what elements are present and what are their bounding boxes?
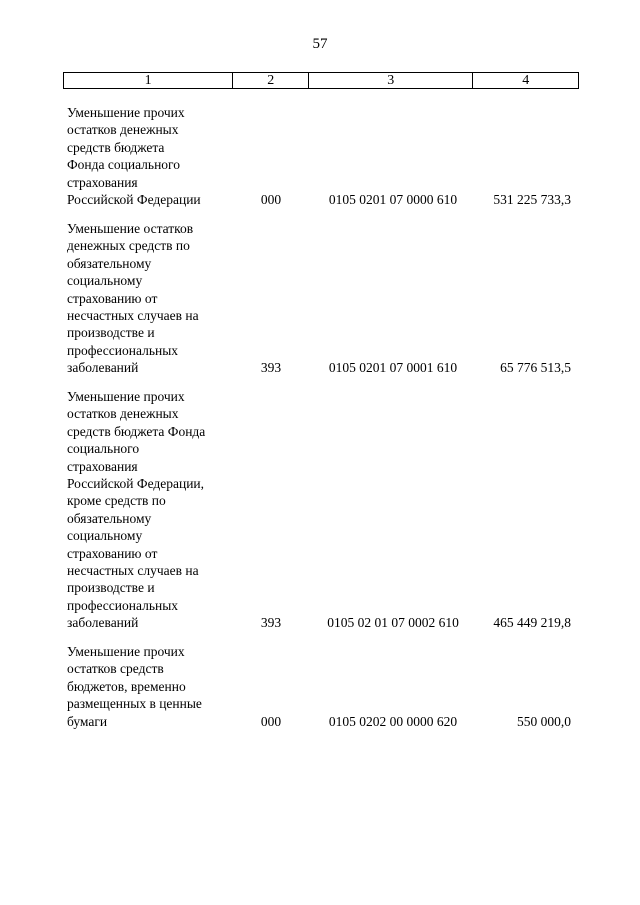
table-header [63,72,579,89]
header-col-3: 3 [309,73,473,88]
row-amount: 531 225 733,3 [493,192,571,208]
header-col-1: 1 [64,73,233,88]
row-amount: 550 000,0 [517,713,571,729]
row-admin-code: 000 [260,192,282,208]
row-description: Уменьшение прочих остатков денежных средств бюджета Фонда социального страхования Российской Федерации, кроме средств по обязательному социальному страхованию от несчастных случаев на производстве и профессиональных заболеваний [67,389,206,631]
row-amount: 465 449 219,8 [493,615,571,631]
table-row [67,388,579,632]
header-col-2: 2 [233,73,309,88]
table-row [67,220,579,377]
header-col-4: 4 [522,73,530,88]
table-row [67,643,579,730]
row-classification-code: 0105 02 01 07 0002 610 [327,615,459,631]
table-row [67,104,579,208]
row-classification-code: 0105 0202 00 0000 620 [328,713,458,729]
row-admin-code: 393 [260,360,282,376]
row-classification-code: 0105 0201 07 0000 610 [328,192,458,208]
row-classification-code: 0105 0201 07 0001 610 [328,360,458,376]
row-admin-code: 393 [260,615,282,631]
row-description: Уменьшение остатков денежных средств по обязательному социальному страхованию от несчастных случаев на производстве и профессиональных заболеваний [67,221,199,376]
row-amount: 65 776 513,5 [500,360,571,376]
row-description: Уменьшение прочих остатков средств бюджетов, временно размещенных в ценные бумаги [67,644,202,729]
row-description: Уменьшение прочих остатков денежных средств бюджета Фонда социального страхования Российской Федерации [67,105,201,208]
page-number: 57 [312,36,328,52]
row-admin-code: 000 [260,713,282,729]
